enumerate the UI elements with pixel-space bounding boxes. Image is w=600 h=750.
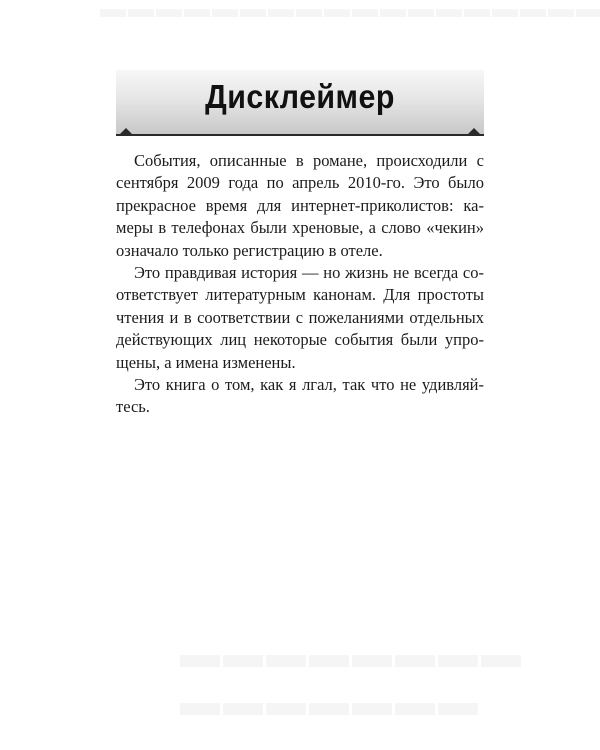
text-line: ответствует литературным канонам. Для простоты [116, 285, 484, 305]
text-line: означало только регистрацию в отеле. [116, 240, 383, 260]
text-line: Это книга о том, как я лгал, так что не удивляй- [134, 375, 484, 395]
bleed-through-bottom [180, 630, 524, 726]
text-line: щены, а имена изменены. [116, 352, 296, 372]
title-banner [116, 70, 484, 136]
paragraph-3 [116, 374, 484, 419]
text-line: События, описанные в романе, происходили с [134, 151, 484, 170]
text-line: меры в телефонах были хреновые, а слово «чекин» [116, 218, 484, 238]
text-line: прекрасное время для интернет-приколистов: ка- [116, 195, 484, 215]
text-line: тесь. [116, 397, 150, 417]
text-line: Это правдивая история — но жизнь не всегда со- [134, 263, 484, 283]
banner-notch-left [120, 128, 132, 134]
paragraph-2 [116, 262, 484, 374]
text-line: действующих лиц некоторые события были упро- [116, 330, 484, 350]
text-line: чтения и в соответствии с пожеланиями отдельных [116, 307, 484, 327]
paragraph-1 [116, 150, 484, 262]
disclaimer-body [116, 150, 484, 419]
bleed-through-top [100, 0, 600, 24]
banner-notch-right [468, 128, 480, 134]
text-line: сентября 2009 года по апрель 2010-го. Это было [116, 173, 484, 193]
page-title: Дисклеймер [205, 78, 395, 115]
